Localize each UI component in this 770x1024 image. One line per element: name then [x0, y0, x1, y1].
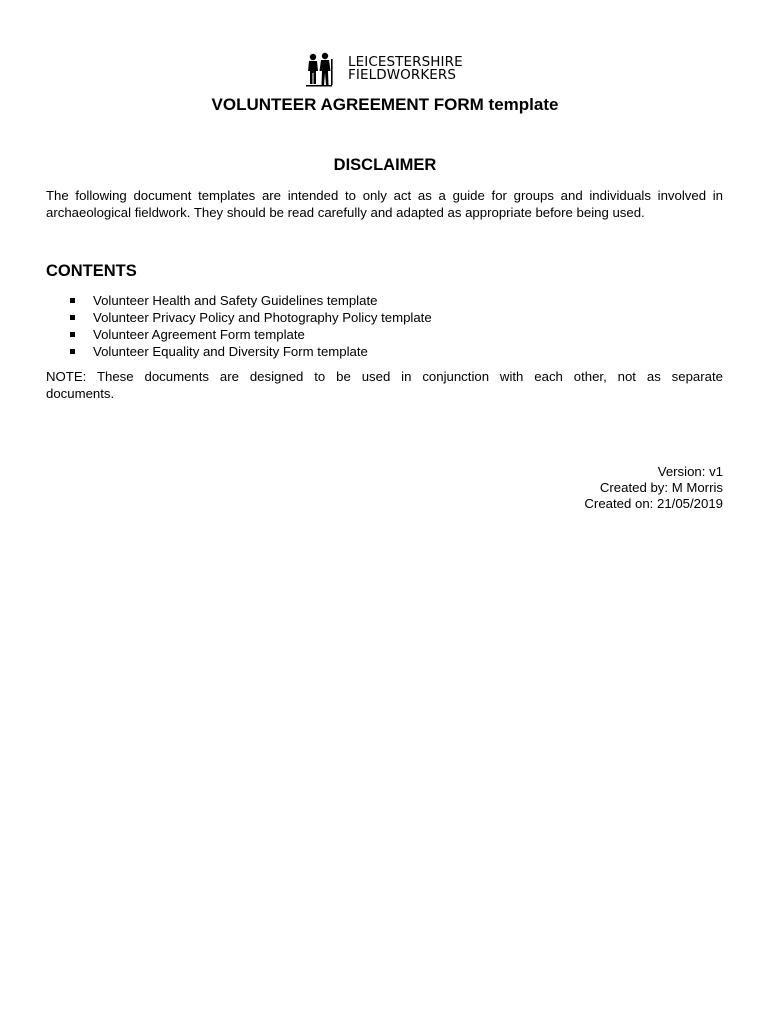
list-item [46, 326, 432, 343]
bullet-icon [70, 298, 75, 303]
list-item [46, 309, 432, 326]
organisation-logo [304, 50, 463, 88]
created-on-label: Created on: 21/05/2019 [584, 496, 723, 511]
list-item-text: Volunteer Health and Safety Guidelines template [93, 293, 378, 308]
note-line-1: NOTE: These documents are designed to be used in conjunction with each other, not as separate [46, 369, 723, 384]
list-item-text: Volunteer Privacy Policy and Photography Policy template [93, 310, 432, 325]
note-line-2: documents. [46, 386, 115, 401]
fieldworkers-figures-icon [304, 51, 334, 87]
list-item [46, 343, 432, 360]
logo-wordmark [348, 56, 463, 82]
document-title: VOLUNTEER AGREEMENT FORM template [211, 95, 559, 114]
disclaimer-text: The following document templates are intended to only act as a guide for groups and individuals involved in archaeological fieldwork. They should be read carefully and adapted as appropriate before being used. [46, 188, 723, 220]
disclaimer-heading: DISCLAIMER [333, 156, 437, 174]
bullet-icon [70, 349, 75, 354]
list-item-text: Volunteer Agreement Form template [93, 327, 305, 342]
contents-list [46, 292, 432, 360]
created-by-label: Created by: M Morris [599, 480, 723, 495]
logo-line-1: LEICESTERSHIRE [348, 54, 463, 70]
list-item-text: Volunteer Equality and Diversity Form template [93, 344, 368, 359]
bullet-icon [70, 315, 75, 320]
list-item [46, 292, 432, 309]
version-label: Version: v1 [657, 464, 723, 479]
bullet-icon [70, 332, 75, 337]
document-metadata [584, 464, 723, 512]
logo-line-2: FIELDWORKERS [348, 67, 457, 83]
note-text [46, 368, 723, 402]
contents-heading: CONTENTS [46, 262, 137, 280]
